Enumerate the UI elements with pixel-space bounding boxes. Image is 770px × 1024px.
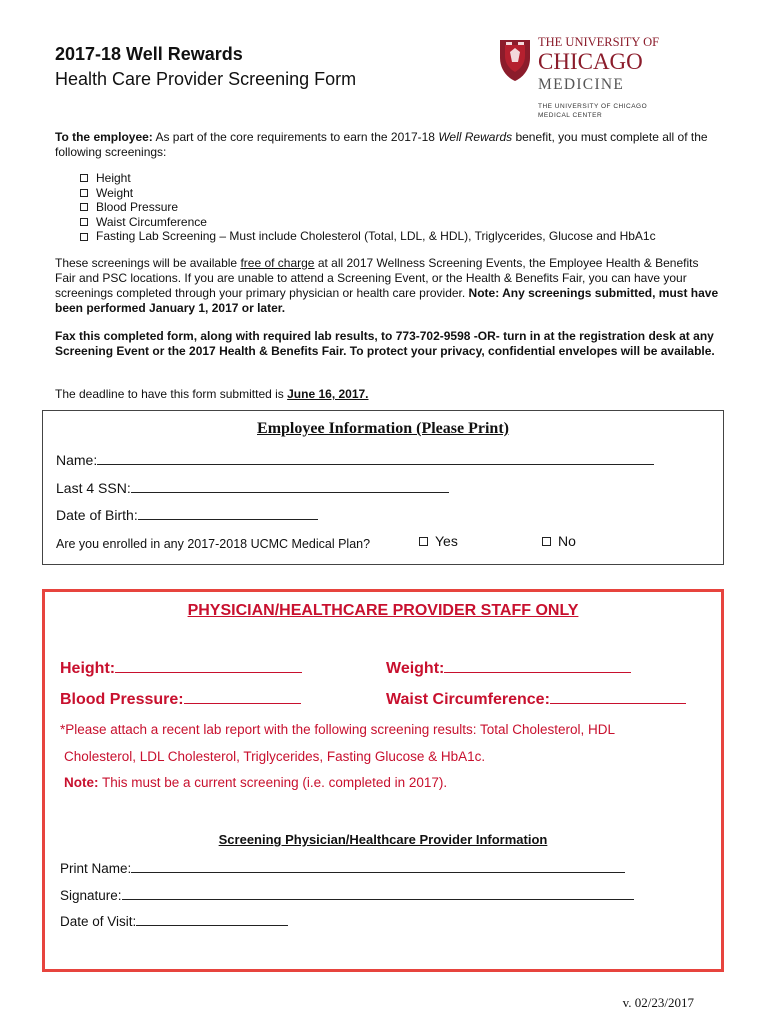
waist-label: Waist Circumference: — [386, 691, 550, 708]
plan-yes-option[interactable] — [419, 533, 458, 549]
physician-staff-section — [42, 589, 724, 972]
plan-no-option[interactable] — [542, 533, 576, 549]
checkbox-icon[interactable] — [80, 218, 88, 226]
weight-label: Weight: — [386, 660, 445, 677]
provider-info-title: Screening Physician/Healthcare Provider Information — [218, 832, 548, 847]
availability-text-before: These screenings will be available — [55, 256, 241, 270]
checkbox-icon[interactable] — [419, 537, 428, 546]
lab-note-line1: *Please attach a recent lab report with the following screening results: Total Cholesterol, HDL — [60, 722, 616, 737]
waist-field[interactable] — [550, 690, 686, 704]
height-label: Height: — [60, 660, 116, 677]
ssn-label: Last 4 SSN: — [56, 480, 131, 496]
shield-icon — [498, 34, 698, 122]
blood-pressure-field-row — [60, 690, 301, 709]
dob-label: Date of Birth: — [56, 507, 138, 523]
no-label: No — [558, 533, 576, 549]
ssn-field[interactable] — [131, 479, 449, 493]
employee-information-section — [42, 410, 724, 565]
uchicago-medicine-logo — [498, 34, 698, 122]
waist-field-row — [386, 690, 686, 709]
checkbox-icon[interactable] — [80, 174, 88, 182]
dob-field-row — [56, 506, 318, 523]
version-label: v. 02/23/2017 — [622, 995, 694, 1010]
height-field[interactable] — [115, 659, 302, 673]
screening-item — [80, 186, 656, 201]
deadline-date: June 16, 2017. — [287, 387, 369, 401]
signature-field[interactable] — [122, 886, 634, 900]
blood-pressure-field[interactable] — [184, 690, 301, 704]
intro-emphasis: Well Rewards — [438, 130, 513, 144]
checkbox-icon[interactable] — [80, 233, 88, 241]
note-text: This must be a current screening (i.e. completed in 2017). — [98, 775, 448, 790]
logo-text-line5: MEDICAL CENTER — [538, 112, 603, 119]
screening-item — [80, 171, 656, 186]
name-label: Name: — [56, 452, 98, 468]
name-field[interactable] — [97, 451, 654, 465]
fax-instructions: Fax this completed form, along with required lab results, to 773-702-9598 -OR- turn in at the registration desk at any Screening Event or the 2017 Health & Benefits Fair. To protect your privacy, confidential envelopes will be available. — [55, 329, 715, 358]
checkbox-icon[interactable] — [80, 203, 88, 211]
ssn-field-row — [56, 479, 449, 496]
availability-paragraph — [55, 256, 720, 316]
weight-field[interactable] — [444, 659, 631, 673]
checkbox-icon[interactable] — [80, 189, 88, 197]
intro-lead: To the employee: — [55, 130, 153, 144]
signature-row — [60, 886, 634, 903]
screening-checklist — [80, 171, 656, 244]
note-lead: Note: — [64, 775, 99, 790]
screening-label: Fasting Lab Screening – Must include Cholesterol (Total, LDL, & HDL), Triglycerides, Glucose and HbA1c — [96, 229, 656, 244]
name-field-row — [56, 451, 654, 468]
form-subtitle: Health Care Provider Screening Form — [55, 69, 357, 89]
blood-pressure-label: Blood Pressure: — [60, 691, 184, 708]
deadline-text: The deadline to have this form submitted is — [55, 387, 288, 401]
logo-text-line4: THE UNIVERSITY OF CHICAGO — [538, 103, 648, 110]
print-name-field[interactable] — [131, 859, 625, 873]
screening-label: Blood Pressure — [96, 200, 179, 215]
checkbox-icon[interactable] — [542, 537, 551, 546]
yes-label: Yes — [435, 533, 458, 549]
date-of-visit-field[interactable] — [136, 912, 288, 926]
signature-label: Signature: — [60, 888, 122, 903]
date-of-visit-row — [60, 912, 288, 929]
screening-item — [80, 215, 656, 230]
current-screening-note — [64, 775, 447, 790]
date-of-visit-label: Date of Visit: — [60, 914, 137, 929]
screening-item — [80, 200, 656, 215]
height-field-row — [60, 659, 302, 678]
availability-text-after: at all 2017 Wellness Screening Events, the Employee Health & Benefits Fair and PSC locations. If you are unable to attend a Screening Event, or the Health & Benefits Fair, you can have your screenings completed through your primary physician or health care provider. — [55, 256, 699, 300]
form-title: 2017-18 Well Rewards — [55, 44, 243, 64]
deadline-paragraph — [55, 387, 720, 402]
dob-field[interactable] — [138, 506, 318, 520]
print-name-row — [60, 859, 625, 876]
intro-text-after: benefit, you must complete all of the following screenings: — [55, 130, 708, 159]
lab-note-line2: Cholesterol, LDL Cholesterol, Triglycerides, Fasting Glucose & HbA1c. — [64, 749, 486, 764]
weight-field-row — [386, 659, 631, 678]
print-name-label: Print Name: — [60, 861, 132, 876]
intro-paragraph — [55, 130, 720, 160]
logo-text-line2: CHICAGO — [538, 49, 643, 74]
free-of-charge-text: free of charge — [240, 256, 315, 270]
employee-section-title: Employee Information (Please Print) — [257, 420, 509, 437]
availability-note: Note: Any screenings submitted, must have been performed January 1, 2017 or later. — [55, 286, 719, 315]
logo-text-line1: THE UNIVERSITY OF — [538, 35, 660, 49]
screening-item — [80, 229, 656, 244]
screening-label: Waist Circumference — [96, 214, 207, 229]
intro-text-before: As part of the core requirements to earn the 2017-18 — [155, 130, 439, 144]
physician-section-title: PHYSICIAN/HEALTHCARE PROVIDER STAFF ONLY — [187, 602, 579, 619]
plan-question: Are you enrolled in any 2017-2018 UCMC Medical Plan? — [56, 537, 371, 551]
logo-text-line3: MEDICINE — [538, 76, 625, 93]
screening-label: Height — [96, 171, 131, 185]
screening-label: Weight — [96, 185, 134, 200]
